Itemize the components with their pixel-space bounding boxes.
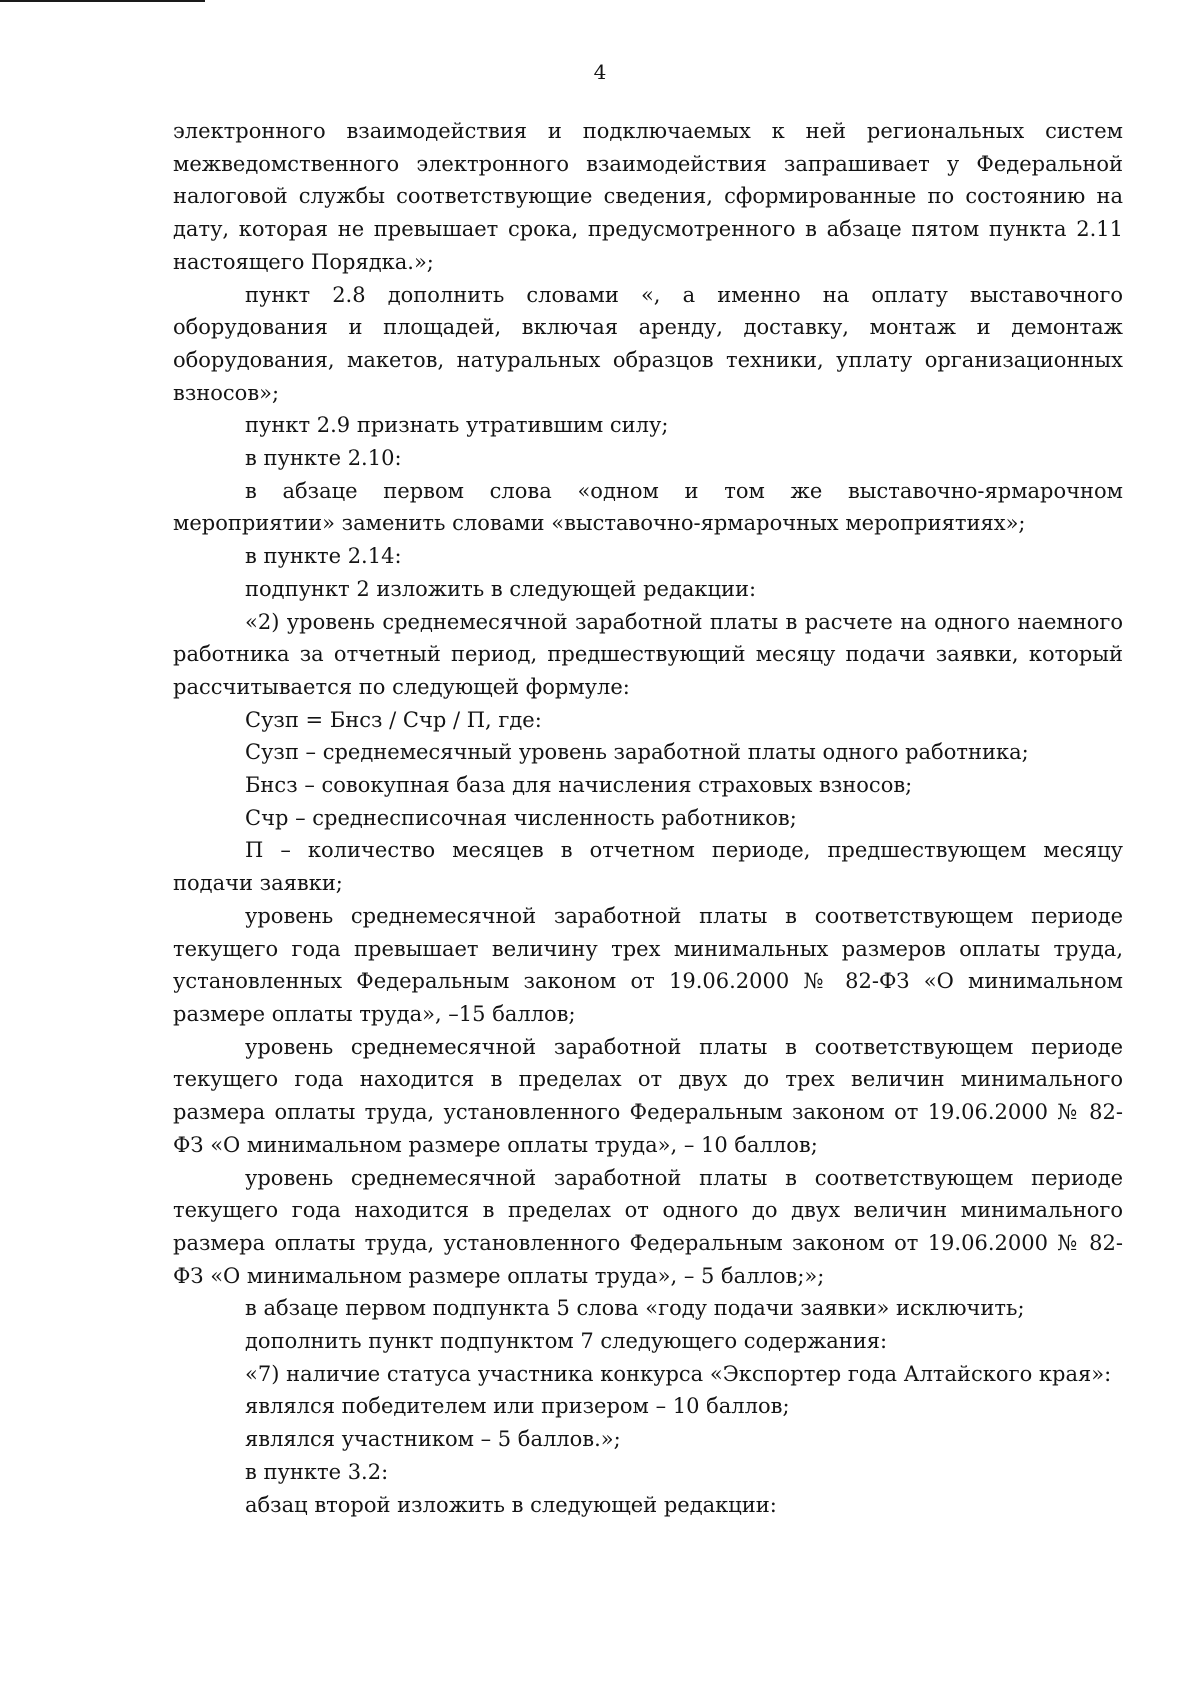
page-number: 4 xyxy=(593,60,607,84)
paragraph: подпункт 2 изложить в следующей редакции: xyxy=(245,576,757,601)
paragraph: электронного взаимодействия и подключаемых к ней региональных систем межведомственного электронного взаимодействия запрашивает у Федеральной налоговой службы соответствующие сведения, сформированные по состоянию на дату, которая не превышает срока, предусмотренного в абзаце пятом пункта 2.11 настоящего Порядка.»; xyxy=(173,119,1123,274)
paragraph: дополнить пункт подпунктом 7 следующего содержания: xyxy=(245,1329,888,1354)
paragraph: являлся победителем или призером – 10 баллов; xyxy=(245,1394,790,1419)
formula-definition: Счр – среднесписочная численность работников; xyxy=(245,805,797,830)
scan-corner-mark xyxy=(0,0,205,2)
paragraph: уровень среднемесячной заработной платы в соответствующем периоде текущего года превышает величину трех минимальных размеров оплаты труда, установленных Федеральным законом от 19.06.2000 № 82-ФЗ «О минимальном размере оплаты труда», –15 баллов; xyxy=(173,903,1123,1026)
paragraph: являлся участником – 5 баллов.»; xyxy=(245,1427,621,1452)
paragraph: «7) наличие статуса участника конкурса «Экспортер года Алтайского края»: xyxy=(245,1361,1112,1386)
paragraph: в пункте 2.10: xyxy=(245,446,402,471)
formula-line: Сузп = Бнсз / Счр / П, где: xyxy=(245,707,542,732)
paragraph: пункт 2.8 дополнить словами «, а именно на оплату выставочного оборудования и площадей, включая аренду, доставку, монтаж и демонтаж оборудования, макетов, натуральных образцов техники, уплату организационных взносов»; xyxy=(173,282,1123,405)
paragraph: абзац второй изложить в следующей редакции: xyxy=(245,1492,777,1517)
paragraph: уровень среднемесячной заработной платы в соответствующем периоде текущего года находится в пределах от двух до трех величин минимального размера оплаты труда, установленного Федеральным законом от 19.06.2000 № 82-ФЗ «О минимальном размере оплаты труда», – 10 баллов; xyxy=(173,1034,1123,1157)
paragraph: «2) уровень среднемесячной заработной платы в расчете на одного наемного работника за отчетный период, предшествующий месяцу подачи заявки, который рассчитывается по следующей формуле: xyxy=(173,609,1123,699)
paragraph: в абзаце первом подпункта 5 слова «году подачи заявки» исключить; xyxy=(245,1296,1025,1321)
document-body xyxy=(173,115,1123,1521)
formula-definition: Бнсз – совокупная база для начисления страховых взносов; xyxy=(245,773,913,798)
paragraph: в абзаце первом слова «одном и том же выставочно-ярмарочном мероприятии» заменить словами «выставочно-ярмарочных мероприятиях»; xyxy=(173,478,1123,536)
formula-definition: П – количество месяцев в отчетном периоде, предшествующем месяцу подачи заявки; xyxy=(173,838,1123,896)
paragraph: уровень среднемесячной заработной платы в соответствующем периоде текущего года находится в пределах от одного до двух величин минимального размера оплаты труда, установленного Федеральным законом от 19.06.2000 № 82-ФЗ «О минимальном размере оплаты труда», – 5 баллов;»; xyxy=(173,1165,1123,1288)
paragraph: в пункте 3.2: xyxy=(245,1459,389,1484)
formula-definition: Сузп – среднемесячный уровень заработной платы одного работника; xyxy=(245,740,1029,765)
paragraph: в пункте 2.14: xyxy=(245,544,402,569)
paragraph: пункт 2.9 признать утратившим силу; xyxy=(245,413,669,438)
